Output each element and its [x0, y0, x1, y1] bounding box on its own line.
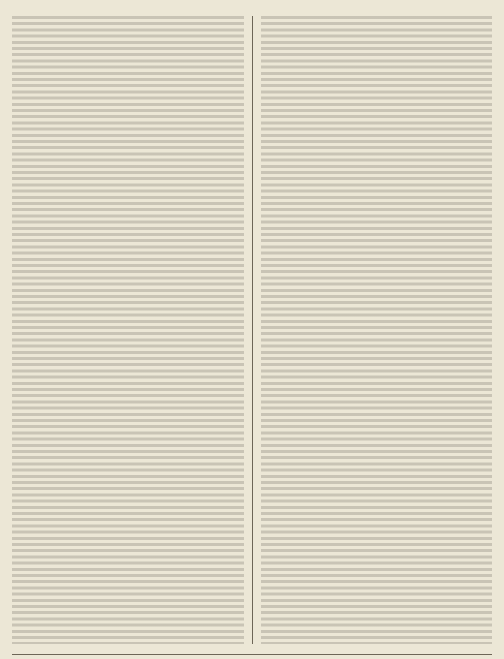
column-divider	[252, 16, 253, 644]
left-column	[12, 16, 244, 644]
printer-footer	[12, 654, 492, 656]
text-columns	[12, 16, 492, 644]
right-column	[261, 16, 493, 644]
page-number	[12, 4, 492, 16]
left-column-print	[12, 16, 244, 644]
right-column-print	[261, 16, 493, 644]
